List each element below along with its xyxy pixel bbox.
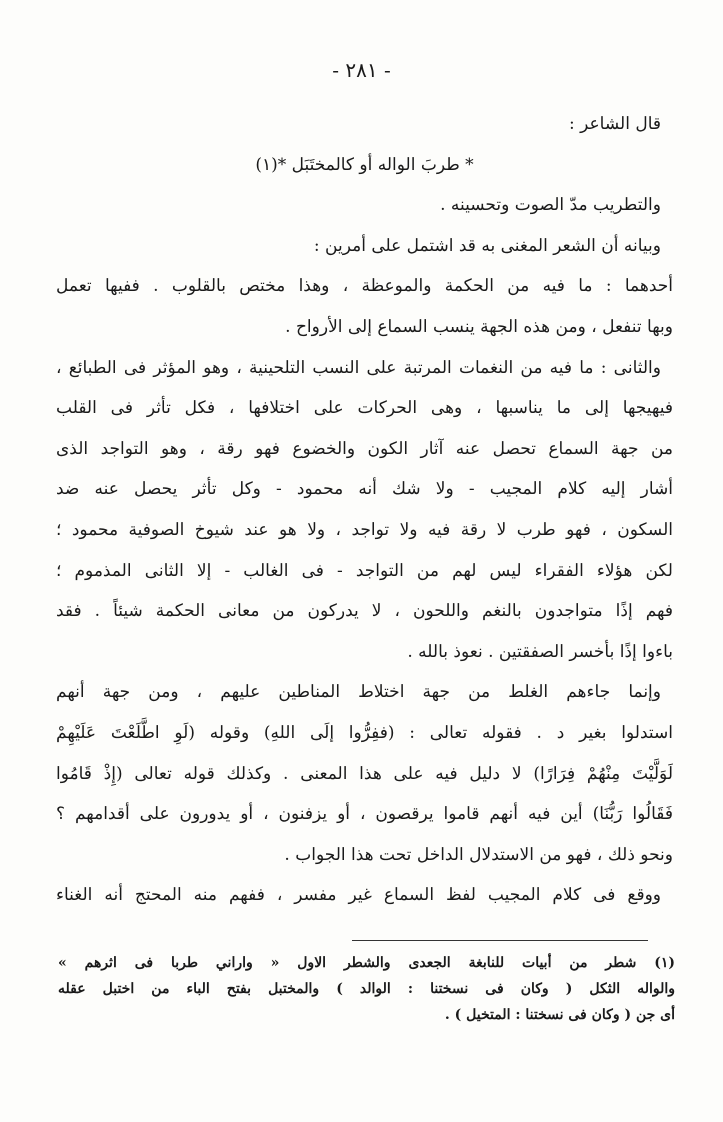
text-line: ووقع فى كلام المجيب لفظ السماع غير مفسر ، ففهم منه المحتج أنه الغناء <box>56 885 661 906</box>
text-line: أشار إليه كلام المجيب - ولا شك أنه محمود - وكل تأثر يحصل عنه ضد <box>56 479 673 500</box>
text-line: وبيانه أن الشعر المغنى به قد اشتمل على أمرين : <box>313 235 661 256</box>
text-line: قال الشاعر : <box>569 114 661 134</box>
page-number: - ٢٨١ - <box>332 58 391 82</box>
text-line: السكون ، فهو طرب لا رقة فيه ولا تواجد ، ولا هو عند شيوخ الصوفية محمود ؛ <box>56 519 673 540</box>
footnote-line: والواله الثكل ( وكان فى نسختنا : الوالد ) والمختبل بفتح الباء من اختبل عقله <box>58 981 675 997</box>
text-line: أحدهما : ما فيه من الحكمة والموعظة ، وهذا مختص بالقلوب . ففيها تعمل <box>56 276 673 297</box>
text-line: وبها تنفعل ، ومن هذه الجهة ينسب السماع إلى الأرواح . <box>285 316 673 337</box>
body-text <box>56 104 673 916</box>
footnotes <box>58 950 675 1028</box>
text-line: والثانى : ما فيه من النغمات المرتبة على النسب التلحينية ، وهو المؤثر فى الطبائع ، <box>56 357 661 378</box>
text-line: لكن هؤلاء الفقراء ليس لهم من التواجد - فى الغالب - إلا الثانى المذموم ؛ <box>56 560 673 581</box>
text-line: ونحو ذلك ، فهو من الاستدلال الداخل تحت هذا الجواب . <box>284 844 673 865</box>
text-line: باءوا إذًا بأخسر الصفقتين . نعوذ بالله . <box>407 641 673 662</box>
text-line: فهم إذًا متواجدون بالنغم واللحون ، لا يدركون من معانى الحكمة شيئاً . فقد <box>56 601 673 622</box>
text-line: فيهيجها إلى ما يناسبها ، وهى الحركات على اختلافها ، فكل تأثر فى القلب <box>56 398 673 419</box>
text-line: فَقَالُوا رَبُّنَا) أين فيه أنهم قاموا يرقصون ، أو يزفنون ، أو يدورون على أقدامهم ؟ <box>56 804 673 825</box>
text-line: لَوَلَّيْتَ مِنْهُمْ فِرَارًا) لا دليل فيه على هذا المعنى . وكذلك قوله تعالى (إِذْ قَامُوا <box>56 763 673 784</box>
text-line: وإنما جاءهم الغلط من جهة اختلاط المناطين عليهم ، ومن جهة أنهم <box>56 682 661 703</box>
footnote-divider <box>352 940 648 941</box>
footnote-line: (١) شطر من أبيات للنابغة الجعدى والشطر الاول « واراني طربا فى اثرهم » <box>58 955 675 971</box>
footnote-line: أى جن ( وكان فى نسختنا : المتخيل ) . <box>444 1007 675 1023</box>
text-line: استدلوا بغير د . فقوله تعالى : (ففِرُّوا إلَى اللهِ) وقوله (لَوِ اطَّلَعْتَ عَلَيْهِمْ <box>56 722 673 743</box>
text-line: والتطريب مدّ الصوت وتحسينه . <box>440 195 661 216</box>
text-line: من جهة السماع تحصل عنه آثار الكون والخضوع فهو رقة ، وهو التواجد الذى <box>56 438 673 459</box>
verse-line: * طربَ الواله أو كالمختَبَل *(١) <box>255 154 474 175</box>
